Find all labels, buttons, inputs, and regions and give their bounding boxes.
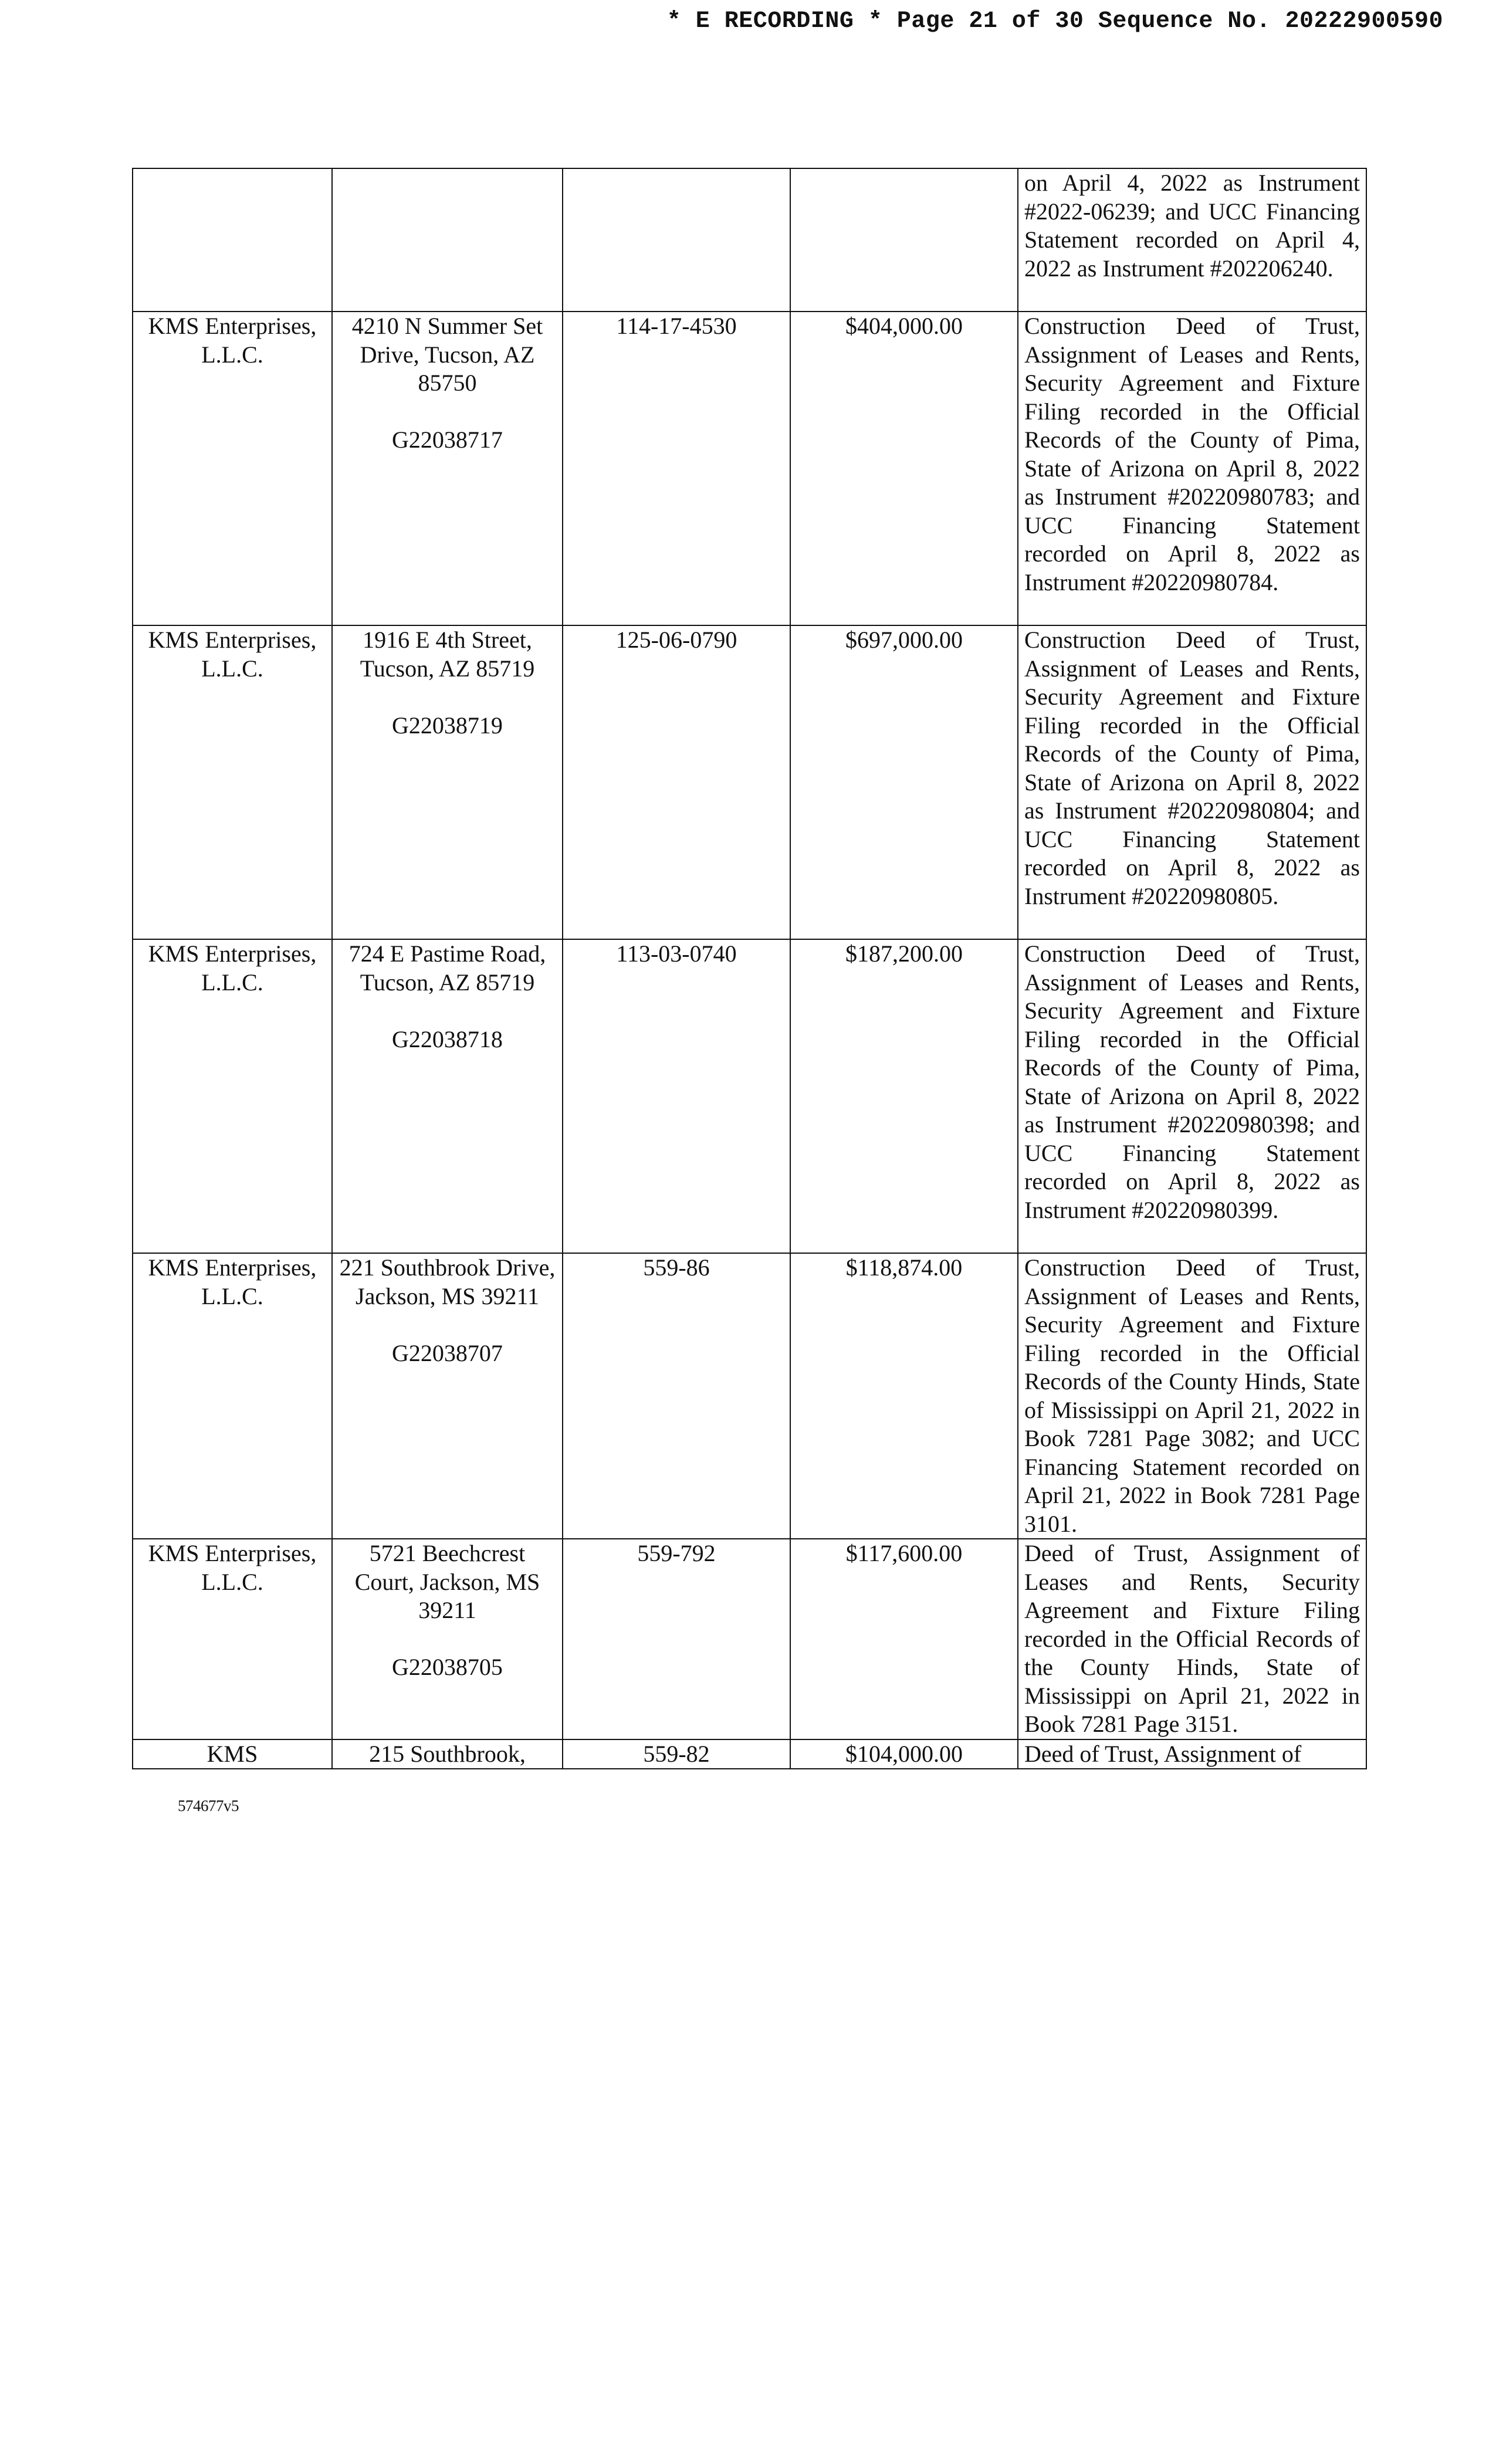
property-address: 724 E Pastime Road, Tucson, AZ 85719 <box>348 940 546 996</box>
address-cell <box>332 1739 563 1769</box>
parcel-cell <box>563 168 790 312</box>
table-row <box>133 168 1366 312</box>
address-cell <box>332 625 563 939</box>
document-number: G22038717 <box>392 427 503 453</box>
property-address: 221 Southbrook Drive, Jackson, MS 39211 <box>339 1254 556 1309</box>
amount-cell: $187,200.00 <box>790 939 1018 1253</box>
parcel-cell: 114-17-4530 <box>563 312 790 625</box>
property-address: 5721 Beechcrest Court, Jackson, MS 39211 <box>354 1540 540 1623</box>
property-address: 1916 E 4th Street, Tucson, AZ 85719 <box>360 627 535 682</box>
description-cell: Deed of Trust, Assignment of <box>1018 1739 1366 1769</box>
document-id: 574677v5 <box>178 1797 239 1815</box>
address-cell <box>332 1253 563 1539</box>
description-cell: Construction Deed of Trust, Assignment of Leases and Rents, Security Agreement and Fixture Filing recorded in the Official Records of the County of Pima, State of Arizona on April 8, 2022 as Instrument #20220980783; and UCC Financing Statement recorded on April 8, 2022 as Instrument #20220980784. <box>1018 312 1366 625</box>
description-cell: Deed of Trust, Assignment of Leases and Rents, Security Agreement and Fixture Filing recorded in the Official Records of the County Hinds, State of Mississippi on April 21, 2022 in Book 7281 Page 3151. <box>1018 1539 1366 1739</box>
address-cell <box>332 312 563 625</box>
parcel-cell: 559-86 <box>563 1253 790 1539</box>
owner-cell: KMS Enterprises, L.L.C. <box>133 1253 332 1539</box>
amount-cell: $104,000.00 <box>790 1739 1018 1769</box>
owner-cell <box>133 168 332 312</box>
table-row <box>133 939 1366 1253</box>
address-cell <box>332 1539 563 1739</box>
owner-cell: KMS Enterprises, L.L.C. <box>133 312 332 625</box>
parcel-cell: 559-82 <box>563 1739 790 1769</box>
amount-cell: $404,000.00 <box>790 312 1018 625</box>
owner-cell: KMS Enterprises, L.L.C. <box>133 1539 332 1739</box>
table-row <box>133 1539 1366 1739</box>
description-cell: on April 4, 2022 as Instrument #2022-06239; and UCC Financing Statement recorded on April 4, 2022 as Instrument #202206240. <box>1018 168 1366 312</box>
description-cell: Construction Deed of Trust, Assignment of Leases and Rents, Security Agreement and Fixture Filing recorded in the Official Records of the County of Pima, State of Arizona on April 8, 2022 as Instrument #20220980804; and UCC Financing Statement recorded on April 8, 2022 as Instrument #20220980805. <box>1018 625 1366 939</box>
document-number: G22038719 <box>392 712 503 739</box>
table-row <box>133 1739 1366 1769</box>
parcel-cell: 113-03-0740 <box>563 939 790 1253</box>
amount-cell: $117,600.00 <box>790 1539 1018 1739</box>
description-cell: Construction Deed of Trust, Assignment of Leases and Rents, Security Agreement and Fixture Filing recorded in the Official Records of the County of Pima, State of Arizona on April 8, 2022 as Instrument #20220980398; and UCC Financing Statement recorded on April 8, 2022 as Instrument #20220980399. <box>1018 939 1366 1253</box>
document-number: G22038718 <box>392 1025 503 1052</box>
amount-cell: $118,874.00 <box>790 1253 1018 1539</box>
document-number: G22038707 <box>392 1339 503 1366</box>
description-cell: Construction Deed of Trust, Assignment of Leases and Rents, Security Agreement and Fixture Filing recorded in the Official Records of the County Hinds, State of Mississippi on April 21, 2022 in Book 7281 Page 3082; and UCC Financing Statement recorded on April 21, 2022 in Book 7281 Page 3101. <box>1018 1253 1366 1539</box>
property-address: 215 Southbrook, <box>369 1740 526 1767</box>
table-row <box>133 1253 1366 1539</box>
address-cell <box>332 939 563 1253</box>
owner-cell: KMS <box>133 1739 332 1769</box>
owner-cell: KMS Enterprises, L.L.C. <box>133 625 332 939</box>
recording-header: * E RECORDING * Page 21 of 30 Sequence No. 20222900590 <box>666 8 1443 35</box>
address-cell <box>332 168 563 312</box>
amount-cell <box>790 168 1018 312</box>
parcel-cell: 125-06-0790 <box>563 625 790 939</box>
owner-cell: KMS Enterprises, L.L.C. <box>133 939 332 1253</box>
property-address: 4210 N Summer Set Drive, Tucson, AZ 85750 <box>351 313 543 396</box>
parcel-cell: 559-792 <box>563 1539 790 1739</box>
table-row <box>133 312 1366 625</box>
document-number: G22038705 <box>392 1654 503 1680</box>
amount-cell: $697,000.00 <box>790 625 1018 939</box>
table-row <box>133 625 1366 939</box>
records-table <box>132 168 1367 1769</box>
